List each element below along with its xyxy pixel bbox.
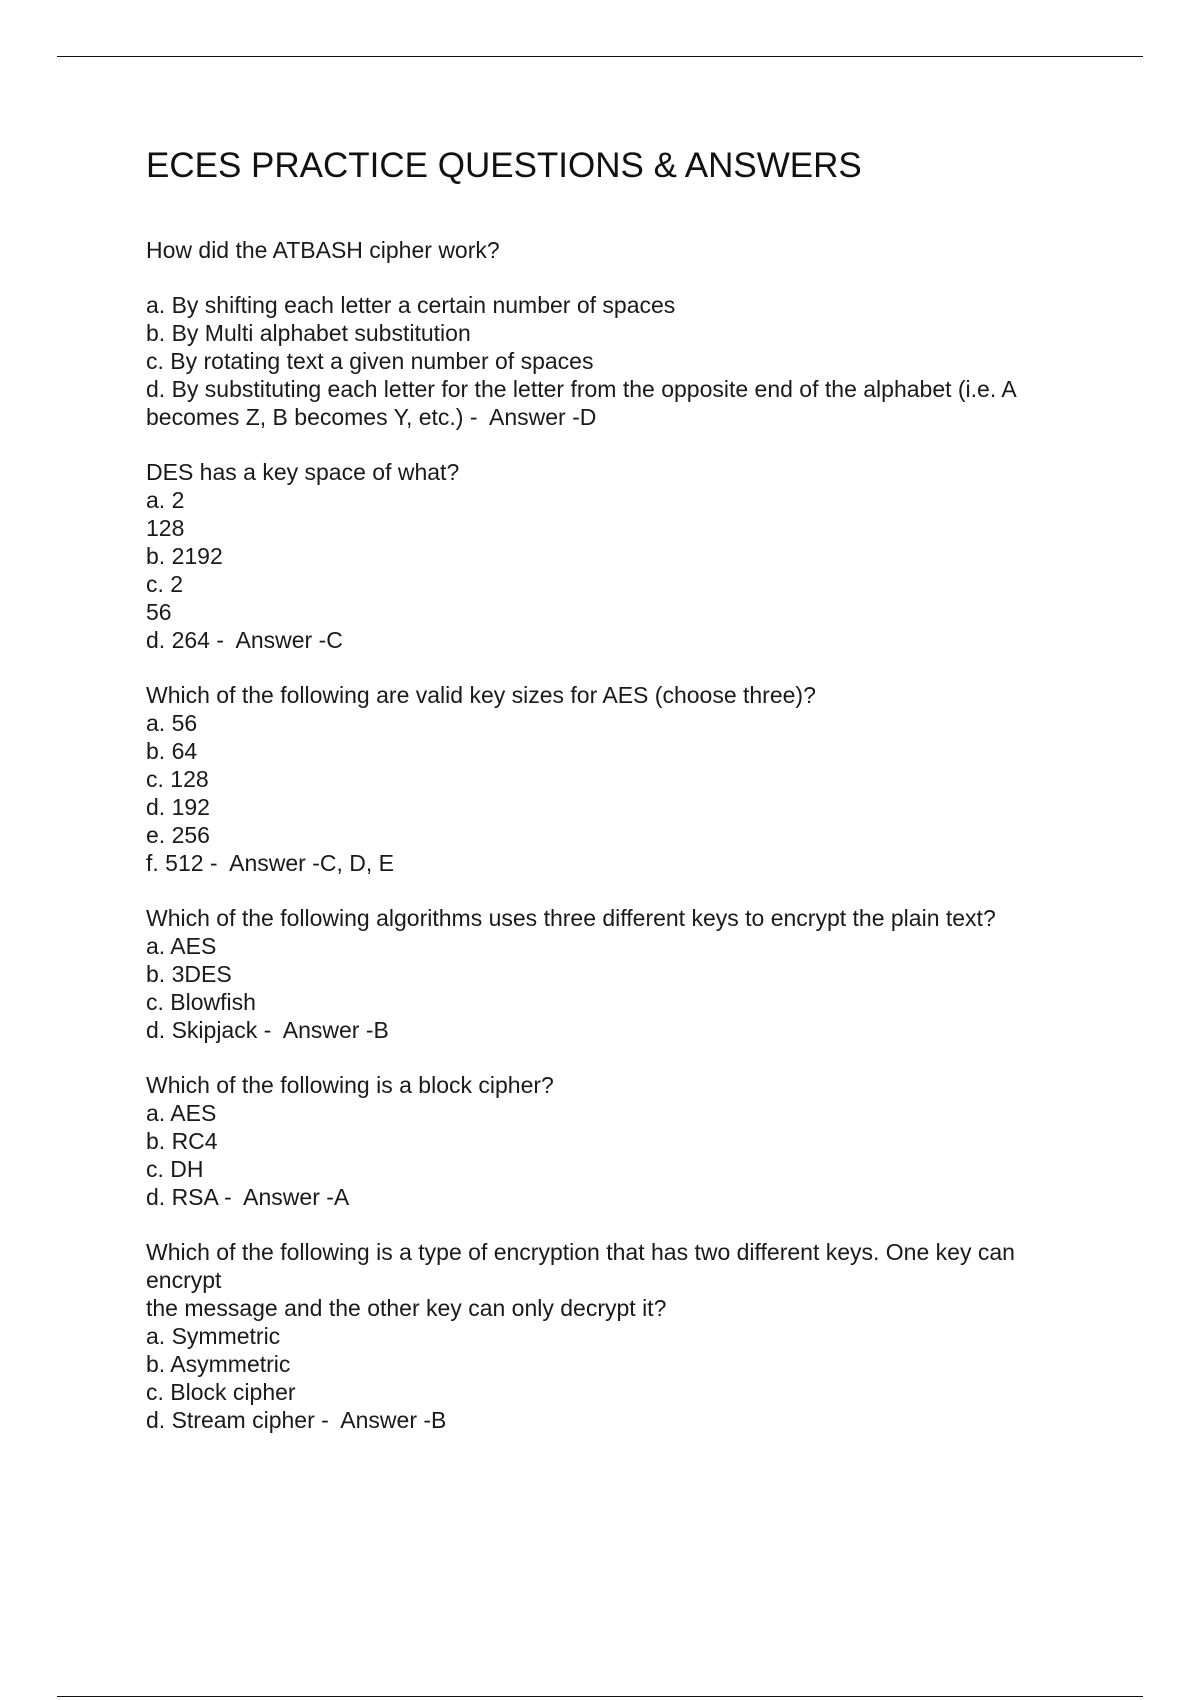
answer-option: c. Blowfish <box>146 989 256 1015</box>
question-block-2 <box>146 458 1086 654</box>
answer-option: a. 2 <box>146 487 185 513</box>
question-block-1 <box>146 236 1086 431</box>
answer-option: a. AES <box>146 1100 217 1126</box>
answer-option: a. 56 <box>146 710 198 736</box>
question-block-5 <box>146 1071 1086 1211</box>
question-block-3 <box>146 681 1086 877</box>
answer-option: d. 264 - Answer -C <box>146 627 343 653</box>
question-stem: Which of the following is a block cipher? <box>146 1072 554 1098</box>
question-block-6 <box>146 1238 1086 1434</box>
top-rule <box>57 56 1143 57</box>
answer-option: b. 2192 <box>146 543 223 569</box>
answer-option: b. 64 <box>146 738 198 764</box>
answer-option: b. By Multi alphabet substitution <box>146 320 471 346</box>
document-body <box>146 140 1086 1434</box>
answer-option: d. By substituting each letter for the letter from the opposite end of the alphabet (i.e. A <box>146 376 1017 402</box>
question-block-4 <box>146 904 1086 1044</box>
question-stem: DES has a key space of what? <box>146 459 460 485</box>
answer-option: b. Asymmetric <box>146 1351 291 1377</box>
stem-spacer <box>146 264 1086 291</box>
answer-option: a. AES <box>146 933 217 959</box>
answer-option: b. RC4 <box>146 1128 218 1154</box>
answer-option: a. By shifting each letter a certain number of spaces <box>146 292 676 318</box>
answer-option: d. Stream cipher - Answer -B <box>146 1407 447 1433</box>
answer-option: c. 128 <box>146 766 209 792</box>
answer-option-continued: 128 <box>146 515 185 541</box>
answer-option: d. RSA - Answer -A <box>146 1184 350 1210</box>
question-stem: How did the ATBASH cipher work? <box>146 237 500 263</box>
answer-option: c. DH <box>146 1156 204 1182</box>
answer-option: d. Skipjack - Answer -B <box>146 1017 389 1043</box>
answer-option: c. Block cipher <box>146 1379 296 1405</box>
answer-option-continued: becomes Z, B becomes Y, etc.) - Answer -D <box>146 404 597 430</box>
question-stem: Which of the following is a type of encryption that has two different keys. One key can <box>146 1239 1015 1265</box>
answer-option: d. 192 <box>146 794 210 820</box>
answer-option-continued: 56 <box>146 599 172 625</box>
answer-option: e. 256 <box>146 822 210 848</box>
answer-option: c. By rotating text a given number of spaces <box>146 348 594 374</box>
document-title: ECES PRACTICE QUESTIONS & ANSWERS <box>146 146 862 185</box>
question-stem-continued: the message and the other key can only decrypt it? <box>146 1295 667 1321</box>
answer-option: b. 3DES <box>146 961 232 987</box>
bottom-rule <box>57 1696 1143 1697</box>
question-stem: Which of the following algorithms uses three different keys to encrypt the plain text? <box>146 905 996 931</box>
answer-option: a. Symmetric <box>146 1323 281 1349</box>
answer-option: f. 512 - Answer -C, D, E <box>146 850 394 876</box>
answer-option: c. 2 <box>146 571 184 597</box>
question-stem-continued: encrypt <box>146 1267 222 1293</box>
question-stem: Which of the following are valid key sizes for AES (choose three)? <box>146 682 816 708</box>
